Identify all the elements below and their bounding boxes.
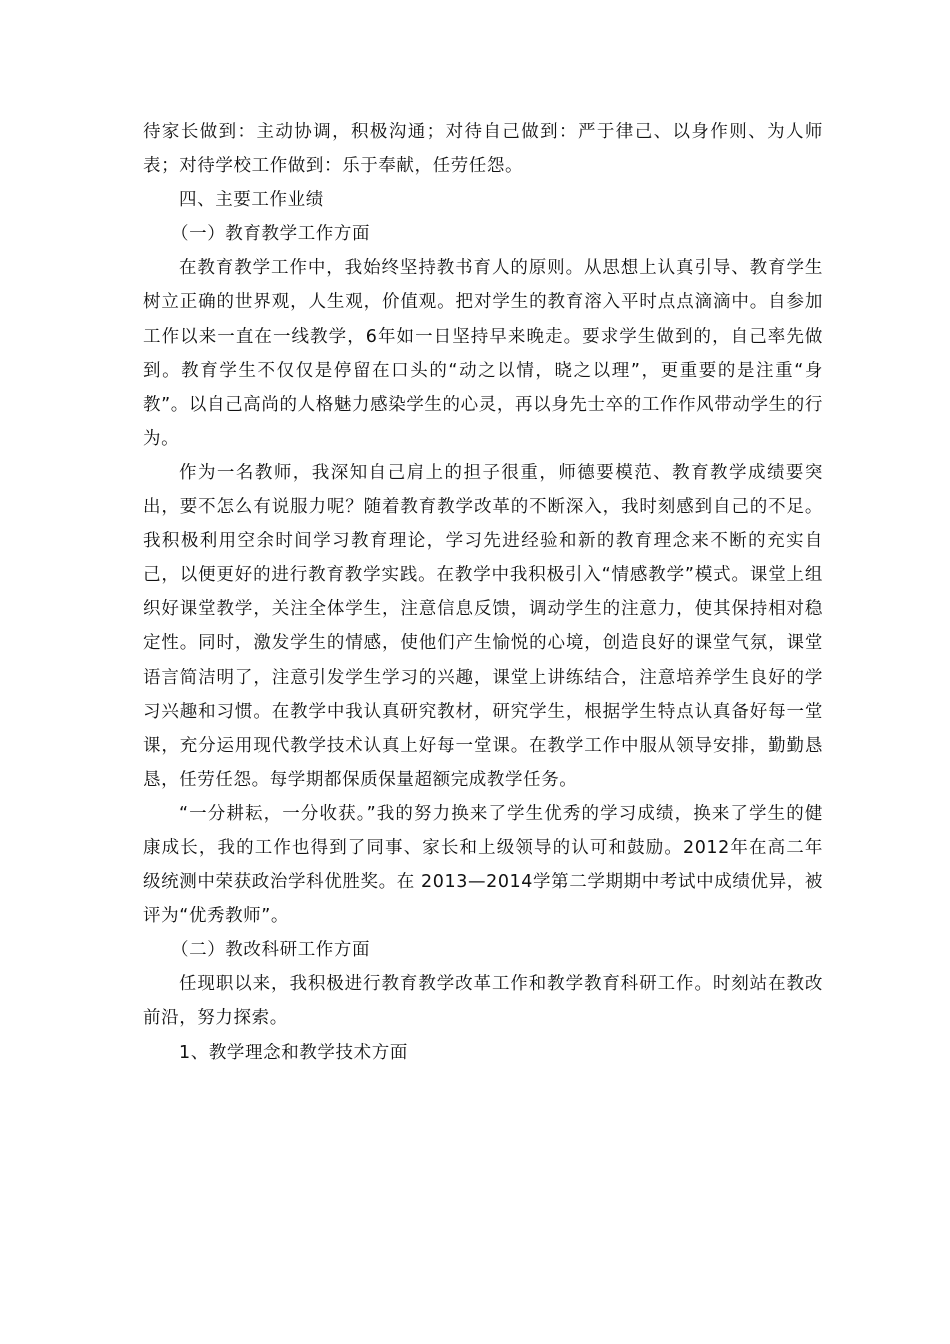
- paragraph-teaching-principles: 在教育教学工作中，我始终坚持教书育人的原则。从思想上认真引导、教育学生树立正确的世界观，人生观，价值观。把对学生的教育溶入平时点点滴滴中。自参加工作以来一直在一线教学，6年如一日坚持早来晚走。要求学生做到的，自己率先做到。教育学生不仅仅是停留在口头的“动之以情，晓之以理”，更重要的是注重“身教”。以自己高尚的人格魅力感染学生的心灵，再以身先士卒的工作作风带动学生的行为。: [143, 258, 823, 449]
- list-heading-teaching-concepts: 1、教学理念和教学技术方面: [179, 1042, 408, 1063]
- paragraph-research-intro: 任现职以来，我积极进行教育教学改革工作和教学教育科研工作。时刻站在教改前沿，努力探索。: [143, 974, 823, 1029]
- subsection-heading-research: （二）教改科研工作方面: [171, 940, 371, 961]
- section-heading-main-achievements: 四、主要工作业绩: [179, 190, 324, 211]
- paragraph-continuation: 待家长做到：主动协调，积极沟通；对待自己做到：严于律己、以身作则、为人师表；对待学校工作做到：乐于奉献，任劳任怨。: [143, 122, 823, 177]
- paragraph-teaching-methods: 作为一名教师，我深知自己肩上的担子很重，师德要模范、教育教学成绩要突出，要不怎么有说服力呢？随着教育教学改革的不断深入，我时刻感到自己的不足。我积极利用空余时间学习教育理论，学习先进经验和新的教育理念来不断的充实自己，以便更好的进行教育教学实践。在教学中我积极引入“情感教学”模式。课堂上组织好课堂教学，关注全体学生，注意信息反馈，调动学生的注意力，使其保持相对稳定性。同时，激发学生的情感，使他们产生愉悦的心境，创造良好的课堂气氛，课堂语言简洁明了，注意引发学生学习的兴趣，课堂上讲练结合，注意培养学生良好的学习兴趣和习惯。在教学中我认真研究教材，研究学生，根据学生特点认真备好每一堂课，充分运用现代教学技术认真上好每一堂课。在教学工作中服从领导安排，勤勤恳恳，任劳任怨。每学期都保质保量超额完成教学任务。: [143, 462, 823, 790]
- paragraph-achievements: “一分耕耘，一分收获。”我的努力换来了学生优秀的学习成绩，换来了学生的健康成长，我的工作也得到了同事、家长和上级领导的认可和鼓励。2012年在高二年级统测中荣获政治学科优胜奖。在 2013—2014学第二学期期中考试中成绩优异，被评为“优秀教师”。: [143, 803, 823, 927]
- document-body: [143, 115, 823, 1070]
- subsection-heading-teaching: （一）教育教学工作方面: [171, 224, 371, 245]
